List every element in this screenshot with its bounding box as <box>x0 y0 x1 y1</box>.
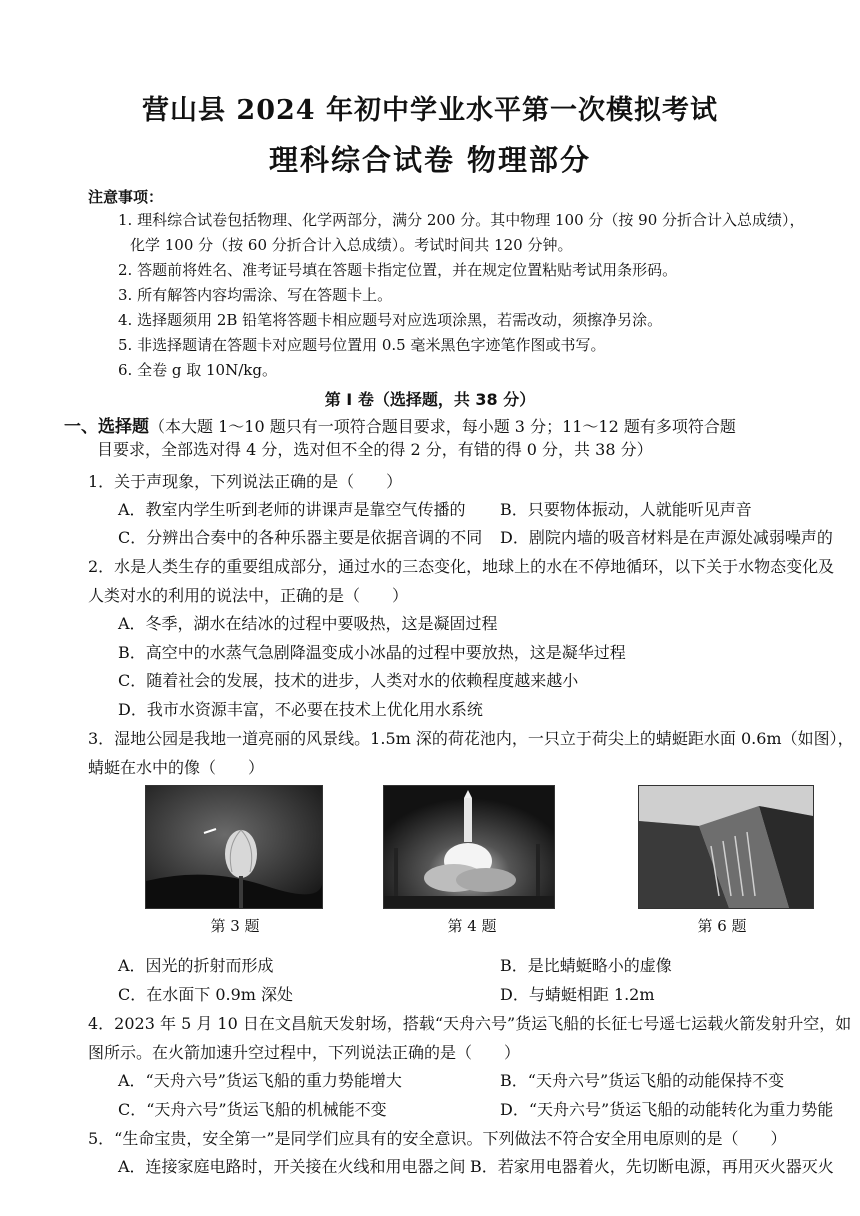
q2-option-d: D．我市水资源丰富，不必要在技术上优化用水系统 <box>118 700 483 719</box>
q1-option-d: D．剧院内墙的吸音材料是在声源处减弱噪声的 <box>500 528 833 547</box>
figure-4-caption: 第 4 题 <box>447 917 497 935</box>
section-heading-label: 一、选择题 <box>64 417 149 437</box>
q4-option-d: D．“天舟六号”货运飞船的动能转化为重力势能 <box>500 1100 834 1119</box>
question-1-stem: 1．关于声现象，下列说法正确的是（ ） <box>88 472 403 491</box>
question-4-stem-cont: 图所示。在火箭加速升空过程中，下列说法正确的是（ ） <box>88 1043 521 1062</box>
note-line: 4. 选择题须用 2B 铅笔将答题卡相应题号对应选项涂黑，若需改动，须擦净另涂。 <box>118 311 663 329</box>
question-5-stem: 5．“生命宝贵，安全第一”是同学们应具有的安全意识。下列做法不符合安全用电原则的是（ ） <box>88 1129 787 1148</box>
section-heading-cont: 目要求，全部选对得 4 分，选对但不全的得 2 分，有错的得 0 分，共 38 分） <box>97 440 653 459</box>
figure-6-caption: 第 6 题 <box>697 917 747 935</box>
section-heading-text: （本大题 1～10 题只有一项符合题目要求，每小题 3 分；11～12 题有多项符合题 <box>149 417 736 436</box>
question-3-stem: 3．湿地公园是我地一道亮丽的风景线。1.5m 深的荷花池内，一只立于荷尖上的蜻蜓距水面 0.6m（如图）， <box>88 729 854 748</box>
q2-option-b: B．高空中的水蒸气急剧降温变成小冰晶的过程中要放热，这是凝华过程 <box>118 643 626 662</box>
q2-option-a: A．冬季，湖水在结冰的过程中要吸热，这是凝固过程 <box>118 614 498 633</box>
exam-title: 营山县 2024 年初中学业水平第一次模拟考试 <box>142 95 718 126</box>
lotus-dragonfly-photo <box>145 785 323 909</box>
question-3-stem-cont: 蜻蜓在水中的像（ ） <box>88 758 265 777</box>
notes-heading: 注意事项： <box>88 188 164 206</box>
q3-option-a: A．因光的折射而形成 <box>118 956 274 975</box>
note-line: 5. 非选择题请在答题卡对应题号位置用 0.5 毫米黑色字迹笔作图或书写。 <box>118 336 606 354</box>
q4-option-b: B．“天舟六号”货运飞船的动能保持不变 <box>500 1071 785 1090</box>
figure-3-caption: 第 3 题 <box>210 917 260 935</box>
question-2-stem-cont: 人类对水的利用的说法中，正确的是（ ） <box>88 586 409 605</box>
q5-option-a: A．连接家庭电路时，开关接在火线和用电器之间 <box>118 1157 466 1176</box>
rocket-launch-photo <box>383 785 555 909</box>
q5-option-b: B．若家用电器着火，先切断电源，再用灭火器灭火 <box>470 1157 834 1176</box>
q1-option-c: C．分辨出合奏中的各种乐器主要是依据音调的不同 <box>118 528 483 547</box>
note-line: 1. 理科综合试卷包括物理、化学两部分，满分 200 分。其中物理 100 分（按 90 分折合计入总成绩）， <box>118 211 805 229</box>
q2-option-c: C．随着社会的发展，技术的进步，人类对水的依赖程度越来越小 <box>118 671 579 690</box>
note-line: 化学 100 分（按 60 分折合计入总成绩）。考试时间共 120 分钟。 <box>130 236 573 254</box>
question-4-stem: 4．2023 年 5 月 10 日在文昌航天发射场，搭载“天舟六号”货运飞船的长征七号遥七运载火箭发射升空，如 <box>88 1014 852 1033</box>
exam-subtitle: 理科综合试卷 物理部分 <box>268 143 592 177</box>
question-2-stem: 2．水是人类生存的重要组成部分，通过水的三态变化，地球上的水在不停地循环，以下关于水物态变化及 <box>88 557 835 576</box>
q4-option-c: C．“天舟六号”货运飞船的机械能不变 <box>118 1100 387 1119</box>
section-heading <box>64 412 736 437</box>
note-line: 6. 全卷 g 取 10N/kg。 <box>118 361 277 379</box>
q1-option-b: B．只要物体振动，人就能听见声音 <box>500 500 752 519</box>
q3-option-d: D．与蜻蜓相距 1.2m <box>500 985 655 1004</box>
q3-option-b: B．是比蜻蜓略小的虚像 <box>500 956 672 975</box>
section-title: 第 I 卷（选择题，共 38 分） <box>324 390 536 409</box>
note-line: 2. 答题前将姓名、准考证号填在答题卡指定位置，并在规定位置粘贴考试用条形码。 <box>118 261 678 279</box>
q1-option-a: A．教室内学生听到老师的讲课声是靠空气传播的 <box>118 500 466 519</box>
q3-option-c: C．在水面下 0.9m 深处 <box>118 985 294 1004</box>
dam-photo <box>638 785 814 909</box>
note-line: 3. 所有解答内容均需涂、写在答题卡上。 <box>118 286 393 304</box>
q4-option-a: A．“天舟六号”货运飞船的重力势能增大 <box>118 1071 402 1090</box>
